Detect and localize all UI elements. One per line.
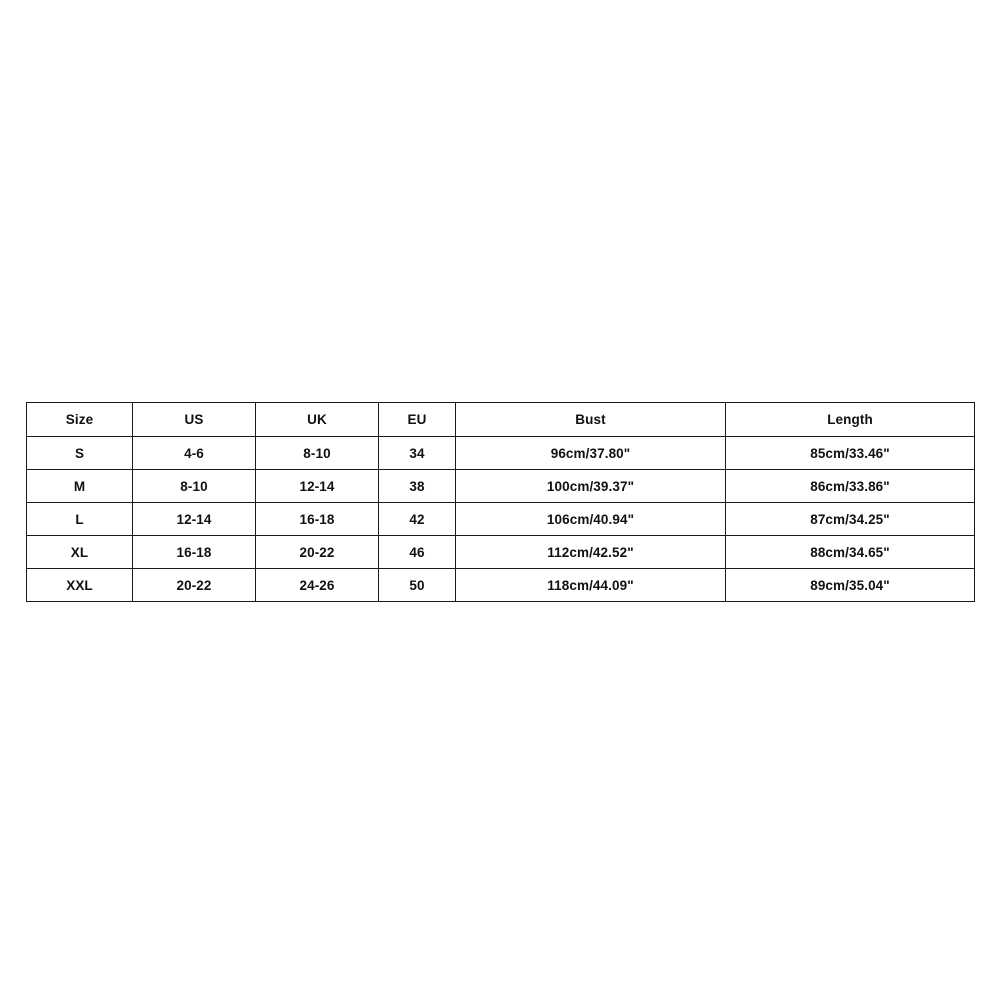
cell-bust: 118cm/44.09" (456, 569, 726, 602)
column-header-bust: Bust (456, 403, 726, 437)
cell-us: 8-10 (133, 470, 256, 503)
column-header-size: Size (27, 403, 133, 437)
cell-bust: 96cm/37.80" (456, 437, 726, 470)
cell-eu: 46 (379, 536, 456, 569)
table-row (27, 437, 975, 470)
cell-uk: 8-10 (256, 437, 379, 470)
cell-eu: 42 (379, 503, 456, 536)
cell-size: M (27, 470, 133, 503)
cell-us: 16-18 (133, 536, 256, 569)
table-row (27, 470, 975, 503)
column-header-us: US (133, 403, 256, 437)
cell-us: 4-6 (133, 437, 256, 470)
cell-bust: 100cm/39.37" (456, 470, 726, 503)
cell-length: 86cm/33.86" (726, 470, 975, 503)
cell-length: 89cm/35.04" (726, 569, 975, 602)
table-row (27, 503, 975, 536)
cell-us: 12-14 (133, 503, 256, 536)
cell-length: 85cm/33.46" (726, 437, 975, 470)
cell-size: XL (27, 536, 133, 569)
table-header-row (27, 403, 975, 437)
cell-uk: 20-22 (256, 536, 379, 569)
size-chart-container (26, 402, 974, 602)
cell-us: 20-22 (133, 569, 256, 602)
cell-eu: 38 (379, 470, 456, 503)
column-header-uk: UK (256, 403, 379, 437)
cell-length: 87cm/34.25" (726, 503, 975, 536)
cell-size: XXL (27, 569, 133, 602)
cell-uk: 24-26 (256, 569, 379, 602)
cell-eu: 34 (379, 437, 456, 470)
column-header-length: Length (726, 403, 975, 437)
cell-length: 88cm/34.65" (726, 536, 975, 569)
cell-bust: 112cm/42.52" (456, 536, 726, 569)
size-chart-table (26, 402, 975, 602)
cell-bust: 106cm/40.94" (456, 503, 726, 536)
table-row (27, 536, 975, 569)
cell-eu: 50 (379, 569, 456, 602)
cell-size: S (27, 437, 133, 470)
cell-size: L (27, 503, 133, 536)
column-header-eu: EU (379, 403, 456, 437)
table-row (27, 569, 975, 602)
cell-uk: 16-18 (256, 503, 379, 536)
cell-uk: 12-14 (256, 470, 379, 503)
